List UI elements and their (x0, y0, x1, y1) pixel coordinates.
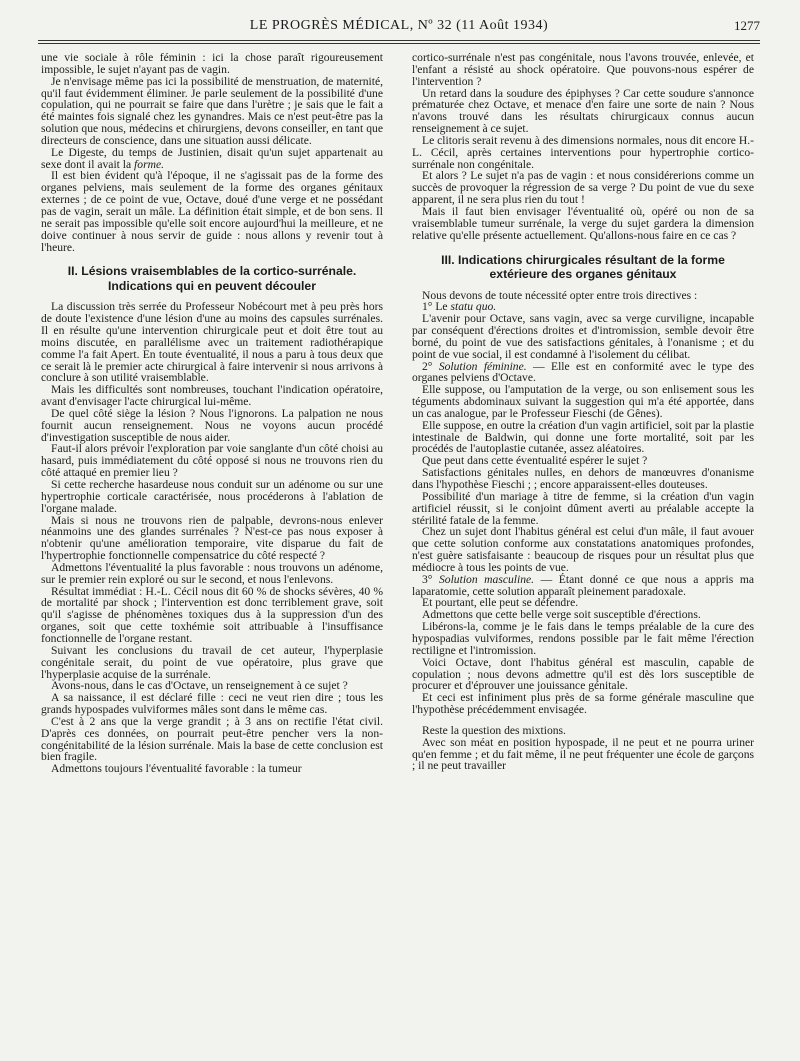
paragraph: Admettons que cette belle verge soit susceptible d'érections. (422, 608, 701, 622)
header-rule-bottom (38, 43, 760, 44)
left-column (41, 52, 383, 775)
running-header (38, 16, 760, 38)
paragraph: Faut-il alors prévoir l'exploration par voie sanglante d'un côté choisi au hasard, puis immédiatement du côté opposé si nous ne trouvons rien du côté attaqué en premier lieu ? (41, 442, 383, 480)
paragraph: Et pourtant, elle peut se défendre. (422, 596, 579, 610)
paragraph: Je n'envisage même pas ici la possibilité de menstruation, de maternité, qu'il faut évidemment éliminer. Je parle seulement de la possibilité d'une copulation, qui ne pourrait se faire que dans l'urètre ; je sais que le fait a été maintes fois signalé chez les gynandres. Mais ce n'est peut-être pas la solution que nous, médecins et chirurgiens, devons conseiller, en tant que directeurs de conscience, dans une situation aussi délicate. (41, 74, 383, 147)
paragraph: Mais si nous ne trouvons rien de palpable, devrons-nous enlever néanmoins une des glandes surrénales ? N'est-ce pas nous exposer à n'obtenir qu'une amélioration temporaire, vite disparue du fait de l'hypertrophie fonctionnelle compensatrice du côté respecté ? (41, 513, 383, 563)
paragraph: Le clitoris serait revenu à des dimensions normales, nous dit encore H.-L. Cécil, après certaines interventions pour hypertrophie cortico-surrénale non congénitale. (412, 133, 754, 171)
paragraph: Admettons toujours l'éventualité favorable : la tumeur (51, 762, 302, 776)
paragraph: 3° Solution masculine. — Étant donné ce que nous a appris ma laparatomie, cette solution apparaît pleinement paradoxale. (412, 572, 754, 598)
paragraph: Mais il faut bien envisager l'éventualité où, opéré ou non de sa vraisemblable tumeur surrénale, la verge du sujet gardera la dimension relative qu'elle présente actuellement. Qu'allons-nous faire en ce cas ? (412, 204, 754, 242)
paragraph: Que peut dans cette éventualité espérer le sujet ? (422, 454, 648, 468)
paragraph: Le Digeste, du temps de Justinien, disait qu'un sujet appartenait au sexe dont il avait la forme. (41, 145, 383, 171)
paragraph: Si cette recherche hasardeuse nous conduit sur un adénome ou sur une hypertrophie corticale caractérisée, nous procéderons à l'ablation de l'organe malade. (41, 478, 383, 515)
paragraph: une vie sociale à rôle féminin : ici la chose paraît rigoureusement impossible, le sujet n'ayant pas de vagin. (41, 51, 383, 76)
paragraph: A sa naissance, il est déclaré fille : ceci ne veut rien dire ; tous les grands hypospades vulviformes mâles sont dans le même cas. (41, 691, 383, 717)
paragraph: Et alors ? Le sujet n'a pas de vagin : et nous considérerions comme un succès de provoquer la régression de sa verge ? Du point de vue du sexe apparent, il ne sera plus rien du tout ! (412, 169, 754, 207)
paragraph: Elle suppose, en outre la création d'un vagin artificiel, soit par la plastie intestinale de Baldwin, qui donne une forte mortalité, soit par les procédés de l'autoplastie cutanée, assez aléatoires. (412, 418, 754, 456)
paragraph: Satisfactions génitales nulles, en dehors de manœuvres d'onanisme dans l'hypothèse Fieschi ; ; encore apparaissent-elles douteuses. (412, 466, 754, 491)
paragraph: Reste la question des mixtions. (422, 723, 566, 737)
paragraph: Chez un sujet dont l'habitus général est celui d'un mâle, il faut avouer que cette solution conforme aux constatations anatomiques profondes, n'est guère satisfaisante : beaucoup de risques pour un résultat plus que médiocre à tous les points de vue. (412, 525, 754, 574)
paragraph: Avec son méat en position hypospade, il ne peut et ne pourra uriner qu'en femme ; et du fait même, il ne peut fréquenter une école de garçons ; il ne peut travailler (412, 735, 754, 773)
page-number: 1277 (734, 18, 760, 33)
paragraph: Nous devons de toute nécessité opter entre trois directives : (422, 288, 698, 302)
paragraph: Mais les difficultés sont nombreuses, touchant l'indication opératoire, avant d'envisager l'acte chirurgical lui-même. (41, 383, 383, 409)
paragraph: Suivant les conclusions du travail de cet auteur, l'hyperplasie congénitale serait, du point de vue opératoire, plus grave que l'hyperplasie acquise de la surrénale. (41, 643, 383, 681)
journal-title: LE PROGRÈS MÉDICAL, Nº 32 (11 Août 1934) (249, 18, 549, 33)
paragraph: 2° Solution féminine. — Elle est en conformité avec le type des organes pelviens d'Octave. (412, 359, 754, 385)
section-heading: III. Indications chirurgicales résultant de la forme extérieure des organes génitaux (441, 252, 725, 281)
paragraph: Avons-nous, dans le cas d'Octave, un renseignement à ce sujet ? (51, 679, 348, 693)
paragraph: Elle suppose, ou l'amputation de la verge, ou son enlisement sous les téguments abdominaux suivant la suggestion qui m'a été apportée, dans un cas analogue, par le Professeur Fieschi (de Gênes). (412, 383, 754, 420)
paragraph: Possibilité d'un mariage à titre de femme, si la création d'un vagin artificiel réussit, si le conjoint dûment averti au préalable accepte la stérilité fatale de la femme. (412, 489, 754, 527)
paragraph: 1° Le statu quo. (422, 300, 497, 314)
paragraph: Libérons-la, comme je le fais dans le temps préalable de la cure des hypospadias vulviformes, rendons possible par le fait même l'érection rectiligne et l'intromission. (412, 620, 754, 657)
paragraph: Et ceci est infiniment plus près de sa forme générale masculine que l'hypothèse précédemment envisagée. (412, 691, 754, 717)
paragraph: L'avenir pour Octave, sans vagin, avec sa verge curviligne, incapable par conséquent d'érections droites et d'intromission, semble devoir être borné, du point de vue des satisfactions génitales, à l'onanisme ; et du point de vue social, il est condamné à l'isolement du célibat. (412, 312, 754, 361)
paragraph: Admettons l'éventualité la plus favorable : nous trouvons un adénome, sur le premier rein exploré ou sur le second, et nous l'enlevons. (41, 560, 383, 586)
paragraph: Il est bien évident qu'à l'époque, il ne s'agissait pas de la forme des organes pelviens, mais seulement de la forme des organes génitaux externes ; de ce point de vue, Octave, doué d'une verge et ne possédant pas de vagin, serait un mâle. La définition était simple, et de bon sens. Il ne serait pas impossible qu'elle soit encore aujourd'hui la meilleure, et ne doive continuer à nous servir de guide : nous allons y revenir tout à l'heure. (41, 169, 383, 254)
right-column (412, 52, 754, 772)
paragraph: La discussion très serrée du Professeur Nobécourt met à peu près hors de doute l'existence d'une lésion d'une au moins des capsules surrénales. Il en résulte qu'une intervention chirurgicale peut et doit être tout au moins discutée, en parallélisme avec un traitement radiothérapique comme l'a fait Apert. En toute éventualité, il nous a paru à tous deux que ce serait là le premier acte chirurgical à faire intervenir si nous arrivons à conclure à son utilité vraisemblable. (41, 300, 383, 385)
paragraph: C'est à 2 ans que la verge grandit ; à 3 ans on rectifie l'état civil. D'après ces données, on pourrait peut-être pencher vers la non-congénitabilité de la lésion surrénale. Mais la base de cette conclusion est bien fragile. (41, 714, 383, 764)
paragraph: Résultat immédiat : H.-L. Cécil nous dit 60 % de shocks sévères, 40 % de mortalité par shock ; l'intervention est donc terriblement grave, soit qu'il s'agisse de phénomènes toxiques dus à la suppression d'un des organes, soit que cette toxhémie soit attribuable à l'insuffisance fonctionnelle de l'organe restant. (41, 584, 383, 645)
header-rule-top (38, 40, 760, 41)
paragraph: Un retard dans la soudure des épiphyses ? Car cette soudure s'annonce prématurée chez Octave, et menace d'en faire une sorte de nain ? Nous n'avons trouvé dans les résultats chirurgicaux connus aucun renseignement à ce sujet. (412, 86, 754, 136)
paragraph: Voici Octave, dont l'habitus général est masculin, capable de copulation ; nous devons admettre qu'il est dès lors susceptible de procurer et d'éprouver une jouissance génitale. (412, 655, 754, 693)
paragraph: cortico-surrénale n'est pas congénitale, nous l'avons trouvée, enlevée, et l'enfant a résisté au shock opératoire. Que pouvons-nous espérer de l'intervention ? (412, 51, 754, 88)
section-heading: II. Lésions vraisemblables de la cortico-surrénale. Indications qui en peuvent découler (67, 264, 357, 293)
paragraph: De quel côté siège la lésion ? Nous l'ignorons. La palpation ne nous fournit aucun renseignement. Nous ne voyons aucun procédé d'investigation susceptible de nous aider. (41, 406, 383, 444)
